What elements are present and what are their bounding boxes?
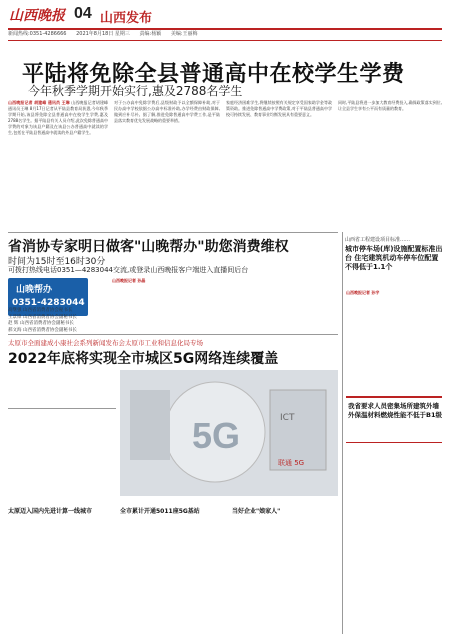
logo-text: 山西晚报 — [9, 8, 65, 24]
masthead — [8, 6, 442, 30]
story1-col-c: 家庭经济困难学生,将继续按照有关规定享受国家助学金等政策资助。推进免除普通高中学费政策,对于平陆县普通高中学校可持续发展、教育事业均衡发展具有重要意义。 — [226, 100, 332, 117]
story1-byline: 山西晚报记者 胡建峰 通讯员 王琳 — [8, 100, 70, 105]
sidebar-body — [346, 290, 442, 390]
story3-col-1 — [8, 516, 114, 634]
expert-item: 郝文海 山西省消费者协会副秘书长 — [8, 327, 77, 333]
story2-col-a — [112, 278, 222, 316]
divider — [342, 232, 343, 634]
hotline-label: 山晚帮办 — [16, 285, 53, 295]
story2-subhead-a: 时间为15时至16时30分 — [8, 257, 106, 267]
photo-5g-label: 5G — [192, 415, 241, 456]
story3-intro — [8, 372, 116, 408]
story3-kicker: 太原市全面建成小康社会系列新闻发布会太原市工业和信息化局专场 — [8, 339, 203, 347]
divider — [8, 408, 116, 409]
story3-subhead-1: 太原迈入国内先进计算一线城市 — [8, 508, 93, 515]
sidebar-byline: 山西晚报记者 孙宇 — [346, 290, 380, 295]
5g-photo — [120, 370, 338, 496]
story3-subhead-3: 当好企业"娘家人" — [232, 508, 281, 515]
divider — [8, 232, 338, 233]
photo-lt-label: 联通 5G — [278, 459, 305, 467]
story2-headline: 省消协专家明日做客"山晚帮办"助您消费维权 — [8, 239, 289, 255]
story1-headline: 平陆将免除全县普通高中在校学生学费 — [22, 62, 405, 87]
page-info — [8, 30, 206, 37]
sidebar-headline-2: 我省要求人员密集场所建筑外墙外保温材料燃烧性能不低于B1级 — [348, 402, 442, 419]
story3-col-3 — [232, 516, 338, 634]
info-hotline: 新闻热线:0351-4286666 — [8, 31, 67, 37]
page-number: 04 — [74, 5, 92, 22]
info-editor: 责编:杨颖 — [139, 31, 162, 37]
divider — [8, 334, 338, 335]
story1-col-a — [8, 100, 108, 230]
section-title: 山西发布 — [100, 11, 153, 26]
hotline-number: 0351-4283044 — [12, 298, 85, 308]
expert-item: 高继强 山西省消费者协会秘书长 — [8, 308, 73, 313]
story1-col-d: 同时,平陆县将进一步加大教育经费投入,确保政策落实到位,让全县学生享有公平而有质量的教育。 — [338, 100, 442, 111]
story2-byline: 山西晚报记者 孙晶 — [112, 278, 146, 283]
sidebar-headline — [345, 236, 443, 272]
story1-subhead: 今年秋季学期开始实行,惠及2788名学生 — [28, 84, 243, 98]
sidebar-kicker: 山西省工程建设项目标准…… — [345, 237, 411, 243]
story2-col-b — [228, 278, 338, 316]
info-date: 2021年8月18日 星期三 — [76, 31, 130, 37]
photo-ict-label: ICT — [280, 413, 295, 423]
story1-col-b: 对于公办高中免除学费后,县级财政予以全额保障补助,对于民办高中学校依据公办高中标准补助,办学经费由财政保障,做到应补尽补。据了解,推进免除普通高中学费工作,是平陆县落实教育优先发展战略的重要举措。 — [114, 100, 220, 123]
sidebar-body-2 — [346, 444, 442, 634]
info-designer: 美编:王丽梅 — [170, 31, 198, 37]
expert-item: 王景锋 山西省消费者协会副秘书长 — [8, 314, 77, 320]
story1-text-a: 山西晚报记者胡建峰通讯员王琳 8月17日记者从平陆县教育局获悉,今年秋季学期开始,该县将免除全县普通高中在校学生学费,惠及2788名学生。据平陆县有关人员介绍,此次免除普通高中学费的对象为该县户籍及在该县公办普通高中就读的学生,包括在平陆县普通高中就读的外县户籍学生。 — [8, 100, 108, 135]
expert-list — [8, 308, 108, 334]
expert-item: 赵 辉 山西省消费者协会副秘书长 — [8, 321, 74, 326]
sidebar-title: 城市停车场(库)设施配置标准出台 住宅建筑机动车停车位配置不得低于1.1个 — [345, 245, 443, 271]
sidebar-box — [346, 396, 442, 443]
story3-subhead-2: 全市累计开通5011座5G基站 — [120, 508, 200, 515]
divider — [8, 40, 442, 41]
newspaper-logo — [8, 6, 70, 24]
story3-col-2 — [120, 516, 226, 634]
story2-subhead-b: 可拨打热线电话0351—4283044交流,或登录山西晚报客户端进入直播间后台 — [8, 266, 249, 274]
story3-headline: 2022年底将实现全市城区5G网络连续覆盖 — [8, 351, 279, 367]
